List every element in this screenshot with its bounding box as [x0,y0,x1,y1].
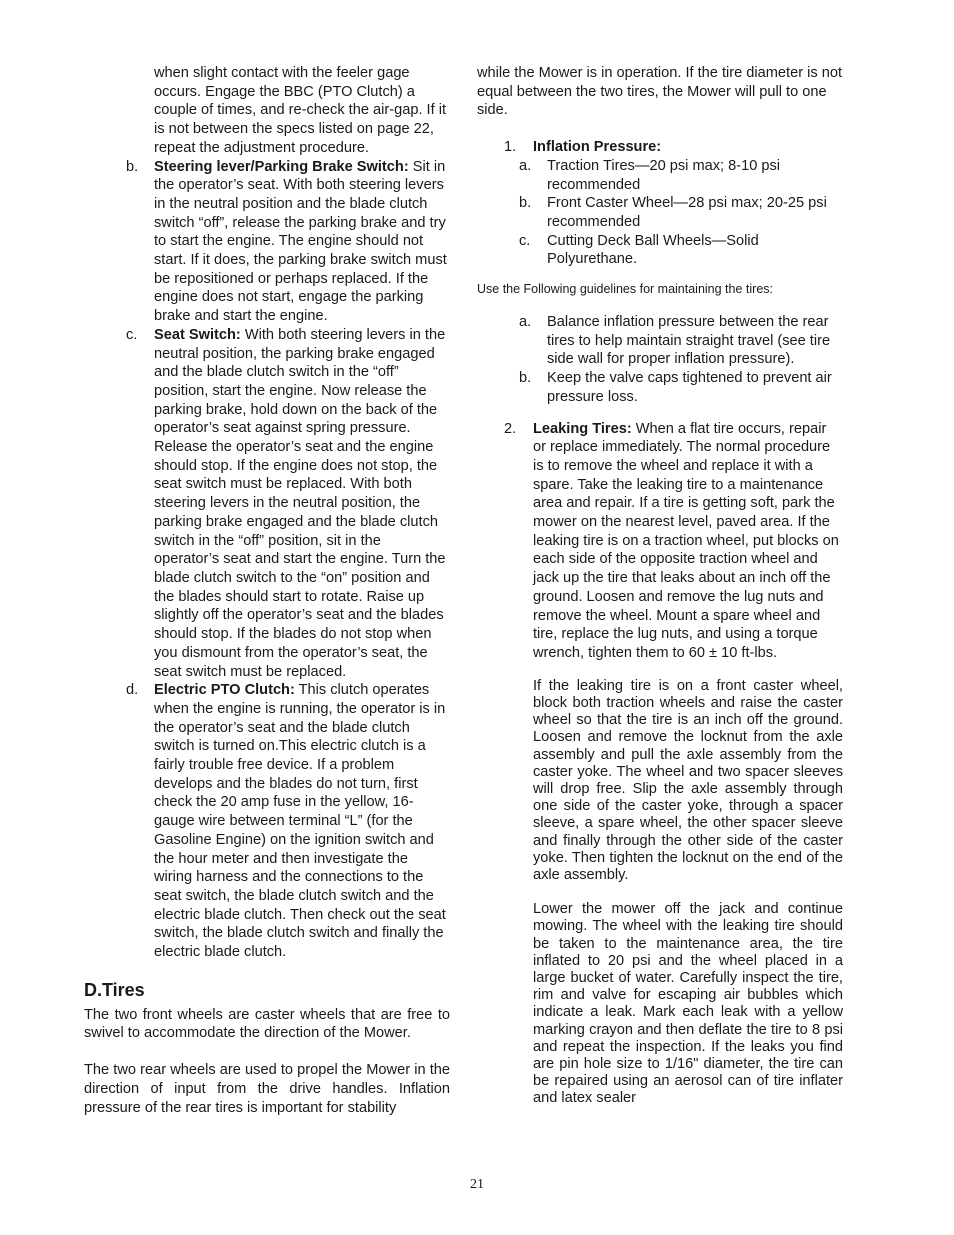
numbered-item-inflation-pressure [477,138,843,157]
sub-item-ball-wheels [477,232,843,269]
section-heading-tires: D.Tires [84,979,145,1000]
item-body: Sit in the operator’s seat. With both steering levers in the neutral position and the blade clutch switch “off”, release the parking brake and try to start the engine. The engine should not start. If it does, the parking brake switch must be repositioned or perhaps replaced. If the engine does not start, engage the parking brake and start the engine. [154,158,447,325]
item-body: With both steering levers in the neutral position, the parking brake engaged and the blade clutch switch in the “off” position, start the engine. Now release the parking brake, hold down on the back of the operator’s seat against spring pressure. Release the operator’s seat and the engine should stop. If the engine does not stop, the seat switch must be replaced. With both steering levers in the neutral position, the parking brake engaged and the blade clutch switch in the “off” position, sit in the operator’s seat and start the engine. Turn the blade clutch switch to the “on” position and the blades should start to rotate. Raise up slightly off the operator’s seat and the blades should stop. If the blades do not stop when you dismount from the operator’s seat, the seat switch must be replaced. [154,326,446,680]
item-body: When a flat tire occurs, repair or replace immediately. The normal procedure is to remove the wheel and replace it with a spare. Take the leaking tire to a maintenance area and repair. If a tire is getting soft, park the mower on the nearest level, paved area. If the leaking tire is on a traction wheel, put blocks on each side of the opposite traction wheel and jack up the tire that leaks about an inch off the ground. Loosen and remove the lug nuts and remove the wheel. Mount a spare wheel and tire, replace the lug nuts, and using a torque wrench, tighten them to 60 ± 10 ft-lbs. [533,420,839,661]
left-column [84,64,450,1117]
sub-item-valve-caps [477,369,843,406]
procedure-continuation: when slight contact with the feeler gage occurs. Engage the BBC (PTO Clutch) a couple of times, and re-check the air-gap. If it is not between the specs listed on page 22, repeat the adjustment procedure. [154,65,447,156]
item-title: Steering lever/Parking Brake Switch: [154,158,409,175]
item-title: Electric PTO Clutch: [154,682,295,699]
paragraph-leak-inspection: Lower the mower off the jack and continue mowing. The wheel with the leaking tire should be taken to the maintenance area, the tire inflated to 20 psi and the wheel placed in a large bucket of water. Carefully inspect the tire, rim and valve for escaping air bubbles which indicate a leak. Mark each leak with a yellow marking crayon and then deflate the tire to 8 psi and repeat the inspection. If the leaks you find are pin hole size to 1/16" diameter, the tire can be repaired using an aerosol can of tire inflater and latex sealer [533,901,843,1107]
list-marker: 2. [504,420,517,437]
sub-item-traction-tires [477,157,843,194]
list-marker: a. [519,314,532,331]
sub-item-text: Keep the valve caps tightened to prevent air pressure loss. [547,370,832,405]
numbered-item-leaking-tires [477,420,843,663]
sub-item-text: Front Caster Wheel—28 psi max; 20-25 psi recommended [547,195,827,230]
list-item-steering-lever [84,158,450,326]
list-marker: b. [126,158,139,175]
sub-item-text: Cutting Deck Ball Wheels—Solid Polyurethane. [547,232,759,268]
page-number: 21 [470,1177,484,1192]
paragraph-caster-repair: If the leaking tire is on a front caster wheel, block both traction wheels and raise the caster wheel so that the tire is an inch off the ground. Loosen and remove the locknut from the axle assembly and pull the axle assembly from the caster yoke. The wheel and two spacer sleeves will drop free. Slip the axle assembly through one side of the caster yoke, through a spacer sleeve, a spare wheel, the other spacer sleeve and finally through the other side of the caster yoke. Then tighten the locknut on the end of the axle assembly. [533,677,843,883]
item-title: Seat Switch: [154,326,241,343]
list-marker: b. [519,370,532,387]
list-marker: 1. [504,139,517,156]
item-body: This clutch operates when the engine is running, the operator is in the operator’s seat and the blade clutch switch is turned on.This electric clutch is a fairly trouble free device. If a problem develops and the blades do not turn, first check the 20 amp fuse in the yellow, 16-gauge wire between terminal “L” (for the Gasoline Engine) on the ignition switch and the hour meter and then investigate the wiring harness and the connections to the seat switch, the blade clutch switch and the electric blade clutch. Then check out the seat switch, the blade clutch switch and finally the electric blade clutch. [154,682,446,961]
list-marker: a. [519,157,532,174]
list-item-electric-pto-clutch [84,681,450,962]
list-marker: b. [519,195,532,212]
sub-item-balance-pressure [477,313,843,369]
item-title: Leaking Tires: [533,420,632,437]
guidelines-note: Use the Following guidelines for maintaining the tires: [477,282,773,297]
sub-item-front-caster [477,194,843,231]
list-marker: d. [126,682,139,699]
list-marker: c. [519,232,531,249]
list-item-seat-switch [84,326,450,681]
paragraph-front-wheels: The two front wheels are caster wheels that are free to swivel to accommodate the direction of the Mower. [84,1006,450,1042]
right-column [477,64,843,1108]
paragraph-rear-wheels: The two rear wheels are used to propel the Mower in the direction of input from the drive handles. Inflation pressure of the rear tires is important for stability [84,1062,450,1116]
paragraph-continuation: while the Mower is in operation. If the tire diameter is not equal between the two tires, the Mower will pull to one side. [477,65,843,119]
sub-item-text: Traction Tires—20 psi max; 8-10 psi recommended [547,157,781,193]
sub-item-text: Balance inflation pressure between the rear tires to help maintain straight travel (see tire side wall for proper inflation pressure). [547,314,831,368]
list-marker: c. [126,326,138,343]
item-title: Inflation Pressure: [533,139,662,156]
